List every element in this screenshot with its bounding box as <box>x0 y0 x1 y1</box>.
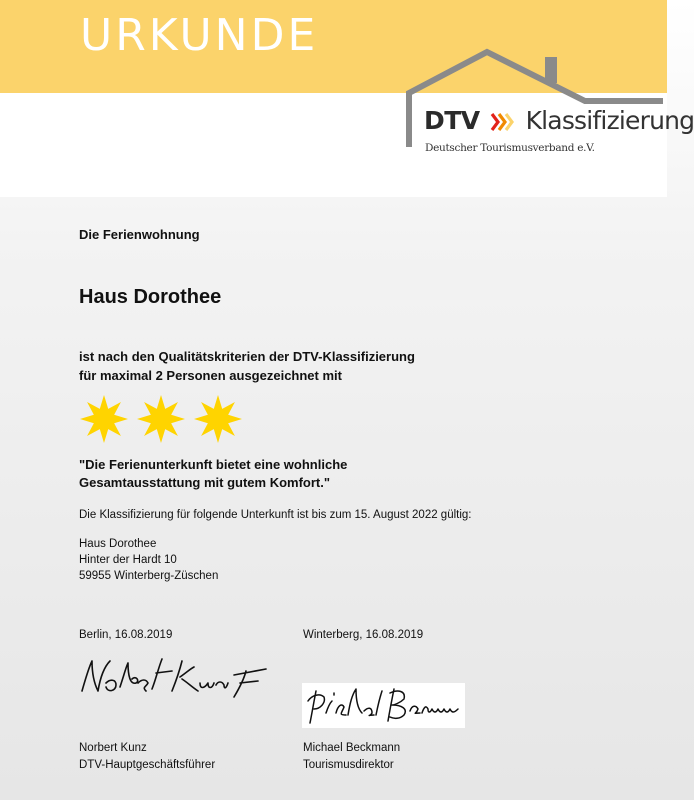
signer-2 <box>303 740 400 774</box>
signature-beckmann-drawing <box>302 683 465 728</box>
intro-text: Die Ferienwohnung <box>79 227 200 242</box>
signer-1-role: DTV-Hauptgeschäftsführer <box>79 759 216 771</box>
signer-1 <box>79 740 215 774</box>
place-date-2: Winterberg, 16.08.2019 <box>303 629 424 641</box>
address-line: Hinter der Hardt 10 <box>79 554 177 566</box>
certificate-title: URKUNDE <box>80 10 319 61</box>
validity-text: Die Klassifizierung für folgende Unterkunft ist bis zum 15. August 2022 gültig: <box>79 509 472 521</box>
quote-line-1: "Die Ferienunterkunft bietet eine wohnliche <box>79 457 348 472</box>
criteria-line-2: für maximal 2 Personen ausgezeichnet mit <box>79 368 342 383</box>
logo-subtitle: Deutscher Tourismusverband e.V. <box>425 142 595 154</box>
quote-line-2: Gesamtausstattung mit gutem Komfort." <box>79 475 331 490</box>
signer-2-name: Michael Beckmann <box>303 742 401 754</box>
dtv-logo <box>424 108 694 133</box>
star-icon <box>79 394 129 444</box>
criteria-text <box>79 347 415 385</box>
logo-brand: DTV <box>424 106 480 135</box>
place-date-1: Berlin, 16.08.2019 <box>79 629 173 641</box>
signature-kunz <box>76 653 271 703</box>
property-name: Haus Dorothee <box>79 286 222 308</box>
star-rating <box>79 394 250 442</box>
signer-2-role: Tourismusdirektor <box>303 759 394 771</box>
signature-beckmann <box>302 683 465 728</box>
address-line: 59955 Winterberg-Züschen <box>79 570 219 582</box>
star-icon <box>136 394 186 444</box>
criteria-line-1: ist nach den Qualitätskriterien der DTV-Klassifizierung <box>79 349 415 364</box>
chevrons-icon <box>490 111 516 133</box>
rating-quote <box>79 456 347 492</box>
star-icon <box>193 394 243 444</box>
address-line: Haus Dorothee <box>79 538 157 550</box>
logo-name: Klassifizierung <box>525 106 694 135</box>
address-block <box>79 536 218 584</box>
signer-1-name: Norbert Kunz <box>79 742 147 754</box>
